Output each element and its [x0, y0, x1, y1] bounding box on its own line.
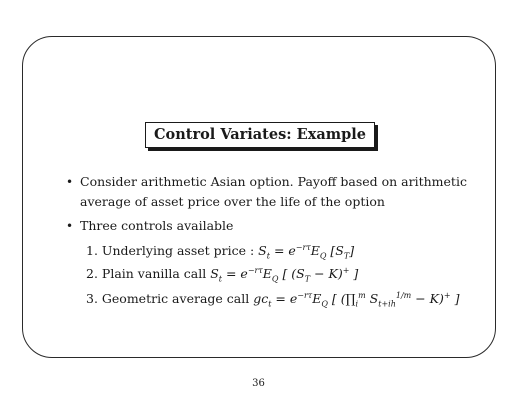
control-formula: $gc_t = e^{-r\tau}E_Q$ [ ($\prod_i^m$ $S_{t+ih}^{1/m} - K)^+$ ]: [253, 291, 460, 309]
control-text: Plain vanilla call: [101, 266, 211, 282]
bullet-2-line-1: Three controls available: [80, 218, 234, 233]
bullet-marker: •: [66, 219, 74, 233]
control-number: 3.: [86, 291, 98, 307]
control-formula: $S_t = e^{-r\tau}E_Q$ [ $(S_T - K)^+$ ]: [210, 266, 359, 284]
bullet-marker: •: [66, 175, 74, 189]
control-text: Geometric average call: [101, 291, 254, 307]
control-formula: $S_t = e^{-r\tau}E_Q$ $[S_T]$: [258, 243, 355, 261]
slide-title-text: Control Variates: Example: [154, 126, 366, 143]
bullet-1-line-2: average of asset price over the life of the option: [80, 194, 385, 209]
control-number: 1.: [86, 243, 98, 259]
control-item-3: [86, 286, 459, 315]
slide-title: [145, 122, 375, 148]
control-number: 2.: [86, 266, 98, 282]
control-text: Underlying asset price :: [101, 243, 259, 259]
page-number: 36: [252, 378, 265, 389]
bullet-1-line-1: Consider arithmetic Asian option. Payoff based on arithmetic: [80, 174, 467, 189]
